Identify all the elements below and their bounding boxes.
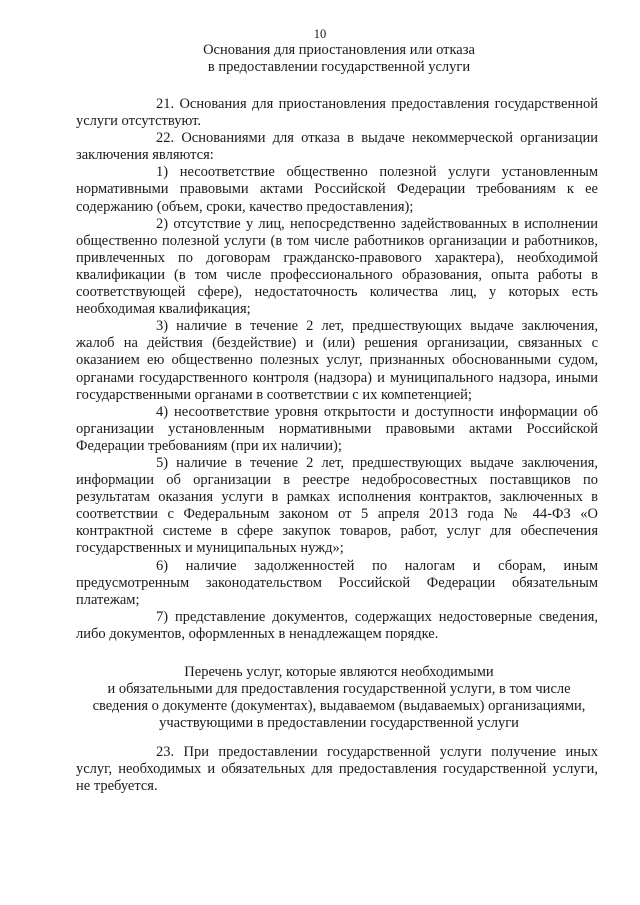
paragraph-number: 23. xyxy=(156,744,175,760)
paragraph-21 xyxy=(76,96,598,130)
list-item-2 xyxy=(76,216,598,319)
paragraph-text: При предоставлении государственной услуги получение иных услуг, необходимых и обязательных для предоставления государственной услуги, не требуется. xyxy=(76,744,598,795)
item-text: отсутствие у лиц, непосредственно задействованных в исполнении общественно полезной услуги (в том числе работников организации и работников, привлеченных по договорам гражданско-правового характера), необходимой квалификации (в том числе профессионального образования, опыта работы в соответствующей сфере), недостаточность количества лиц, у которых есть необходимая квалификация; xyxy=(76,215,599,318)
item-number: 2) xyxy=(156,215,169,232)
section-title-line: Перечень услуг, которые являются необходимыми xyxy=(184,664,494,680)
section-title-line: Основания для приостановления или отказа xyxy=(203,42,475,58)
item-number: 5) xyxy=(156,454,169,471)
item-number: 1) xyxy=(156,164,169,181)
list-item-4 xyxy=(76,404,598,455)
section-body-grounds xyxy=(76,96,598,643)
item-text: наличие в течение 2 лет, предшествующих выдаче заключения, информации об организации в реестре недобросовестных поставщиков по результатам оказания услуги в рамках исполнения контрактов, заключенных в соответствии с Федеральным законом от 5 апреля 2013 года № 44-ФЗ «О контрактной системе в сфере закупок товаров, работ, услуг для обеспечения государственных и муниципальных нужд»; xyxy=(76,454,598,557)
item-text: несоответствие уровня открытости и доступности информации об организации установленным нормативными правовыми актами Российской Федерации требованиям (при их наличии); xyxy=(76,403,598,454)
section-title-line: в предоставлении государственной услуги xyxy=(207,59,471,75)
section-title-line: участвующими в предоставлении государственной услуги xyxy=(159,715,519,731)
item-text: несоответствие общественно полезной услуги установленным нормативными правовыми актами Российской Федерации требованиям к ее содержанию (объем, сроки, качество предоставления); xyxy=(76,164,598,215)
list-item-6 xyxy=(76,558,598,609)
list-item-7 xyxy=(76,609,598,643)
item-number: 4) xyxy=(156,403,169,420)
item-text: наличие в течение 2 лет, предшествующих выдаче заключения, жалоб на действия (бездействие) и (или) решения организации, связанных с оказанием ею общественно полезных услуг, признанных обоснованными судом, органами государственного контроля (надзора) и муниципального надзора, иными государственными органами в соответствии с их компетенцией; xyxy=(76,318,598,403)
page-number: 10 xyxy=(313,27,327,41)
paragraph-number: 21. xyxy=(156,96,175,112)
section-title-required-services xyxy=(40,664,638,732)
paragraph-text: Основаниями для отказа в выдаче некоммерческой организации заключения являются: xyxy=(76,130,598,164)
item-text: наличие задолженностей по налогам и сборам, иным предусмотренным законодательством Российской Федерации обязательным платежам; xyxy=(76,557,598,608)
list-item-3 xyxy=(76,318,598,403)
paragraph-number: 22. xyxy=(156,130,175,147)
list-item-5 xyxy=(76,455,598,558)
paragraph-text: Основания для приостановления предоставления государственной услуги отсутствуют. xyxy=(76,96,598,130)
section-title-suspension-refusal xyxy=(40,42,638,76)
item-number: 7) xyxy=(156,608,169,625)
section-title-line: и обязательными для предоставления государственной услуги, в том числе xyxy=(107,681,571,697)
paragraph-23 xyxy=(76,744,598,795)
item-number: 6) xyxy=(156,557,169,574)
section-body-required-services xyxy=(76,744,598,795)
list-item-1 xyxy=(76,164,598,215)
section-title-line: сведения о документе (документах), выдаваемом (выдаваемых) организациями, xyxy=(92,698,586,714)
paragraph-22 xyxy=(76,130,598,164)
item-number: 3) xyxy=(156,318,169,335)
item-text: представление документов, содержащих недостоверные сведения, либо документов, оформленных в ненадлежащем порядке. xyxy=(76,608,598,642)
